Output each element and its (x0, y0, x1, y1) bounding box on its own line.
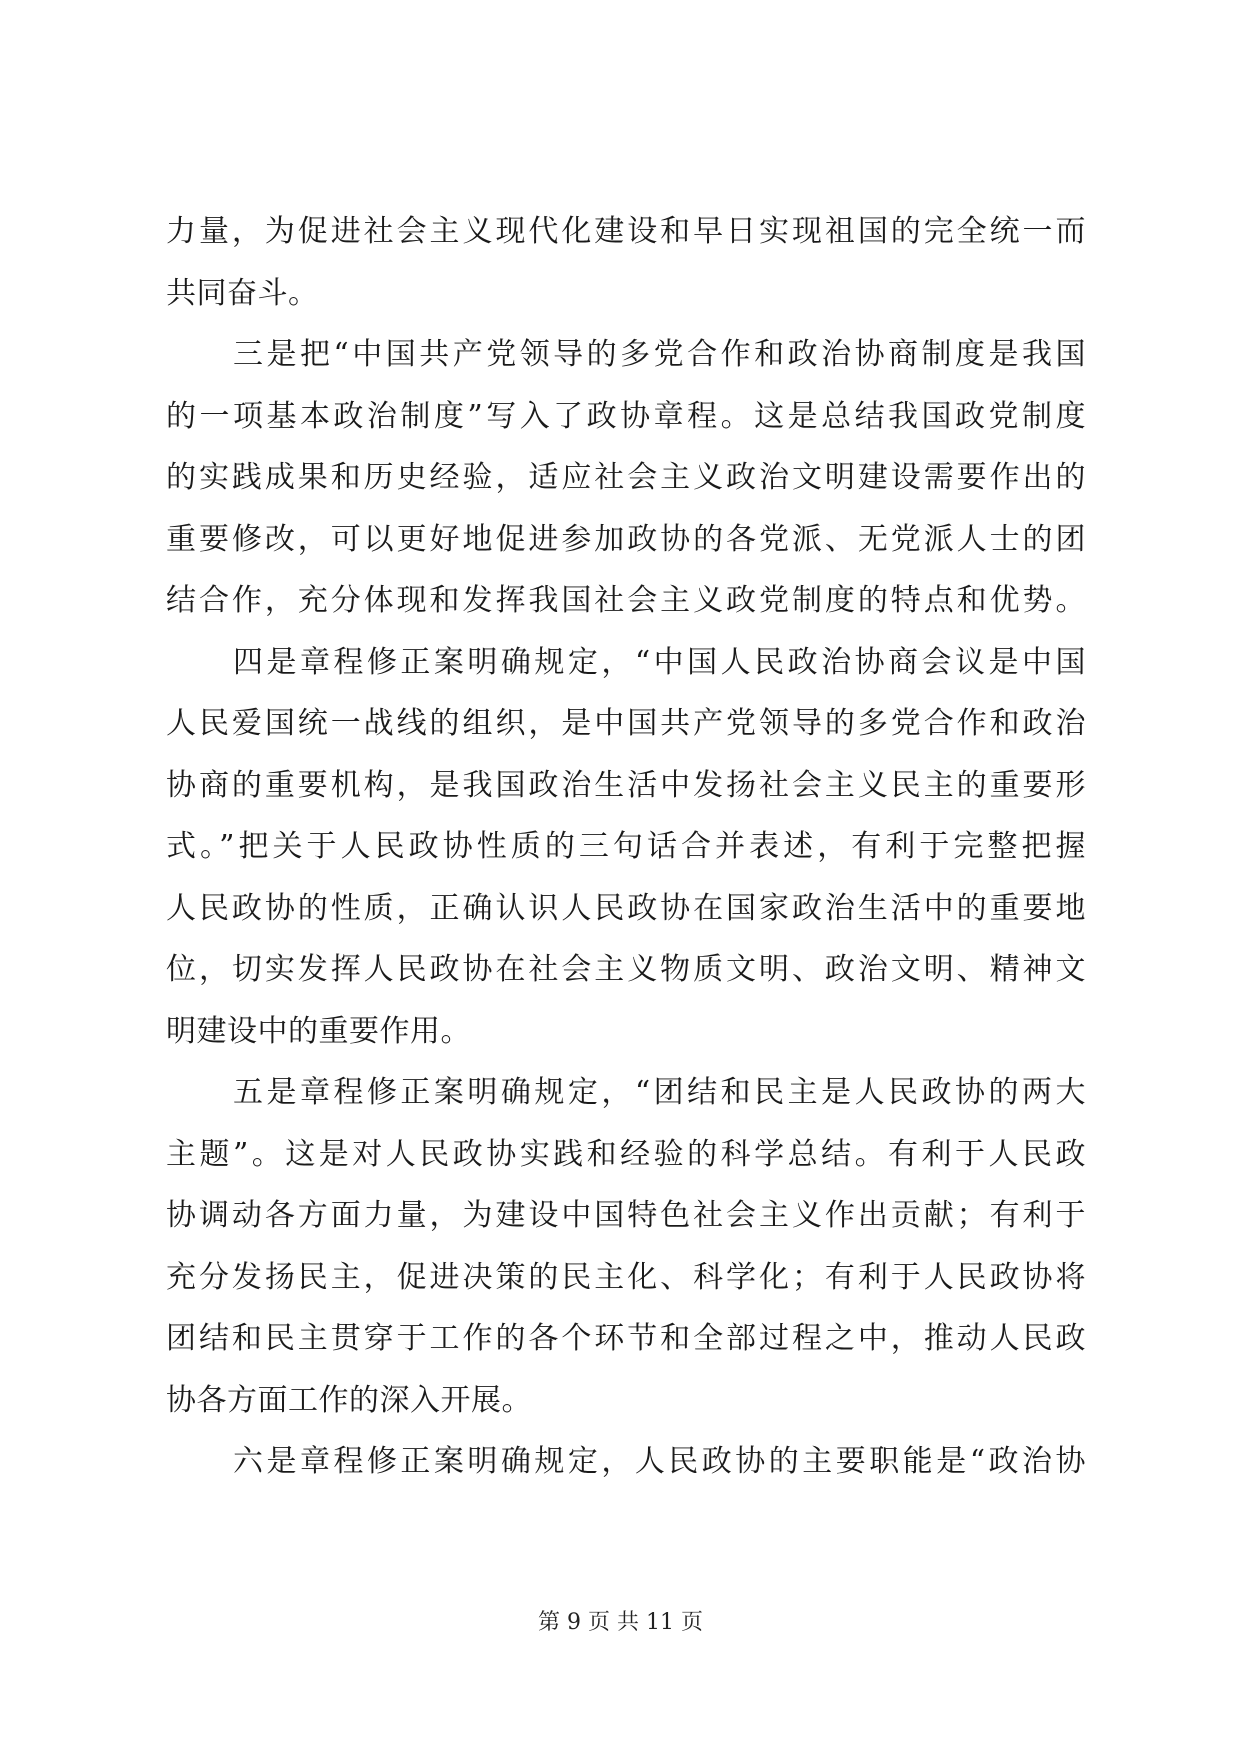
text-line: 协各方面工作的深入开展。 (166, 1382, 532, 1418)
page-footer (0, 1608, 1241, 1638)
text-line: 协商的重要机构，是我国政治生活中发扬社会主义民主的重要形 (166, 767, 1086, 803)
text-line: 式。”把关于人民政协性质的三句话合并表述，有利于完整把握 (166, 829, 1086, 864)
text-line: 结合作，充分体现和发挥我国社会主义政党制度的特点和优势。 (166, 583, 1086, 618)
text-line: 人民爱国统一战线的组织，是中国共产党领导的多党合作和政治 (166, 706, 1086, 741)
text-line: 三是把“中国共产党领导的多党合作和政治协商制度是我国 (166, 337, 1086, 372)
text-line: 共同奋斗。 (166, 275, 319, 311)
page-number: 第 9 页 共 11 页 (538, 1610, 703, 1635)
text-line: 主题”。这是对人民政协实践和经验的科学总结。有利于人民政 (166, 1136, 1086, 1172)
text-line: 五是章程修正案明确规定，“团结和民主是人民政协的两大 (166, 1075, 1086, 1110)
text-line: 明建设中的重要作用。 (166, 1013, 471, 1049)
text-line: 人民政协的性质，正确认识人民政协在国家政治生活中的重要地 (166, 890, 1086, 926)
text-line: 位，切实发挥人民政协在社会主义物质文明、政治文明、精神文 (166, 952, 1086, 987)
text-line: 协调动各方面力量，为建设中国特色社会主义作出贡献；有利于 (166, 1198, 1086, 1233)
text-line: 重要修改，可以更好地促进参加政协的各党派、无党派人士的团 (166, 521, 1086, 557)
text-line: 力量，为促进社会主义现代化建设和早日实现祖国的完全统一而 (166, 214, 1086, 249)
text-line: 充分发扬民主，促进决策的民主化、科学化；有利于人民政协将 (166, 1259, 1086, 1295)
text-line: 团结和民主贯穿于工作的各个环节和全部过程之中，推动人民政 (166, 1321, 1086, 1356)
body-text (166, 201, 1086, 1493)
text-line: 的一项基本政治制度”写入了政协章程。这是总结我国政党制度 (166, 398, 1086, 434)
text-line: 四是章程修正案明确规定，“中国人民政治协商会议是中国 (166, 644, 1086, 680)
text-line: 六是章程修正案明确规定，人民政协的主要职能是“政治协 (166, 1444, 1086, 1479)
text-line: 的实践成果和历史经验，适应社会主义政治文明建设需要作出的 (166, 460, 1086, 495)
